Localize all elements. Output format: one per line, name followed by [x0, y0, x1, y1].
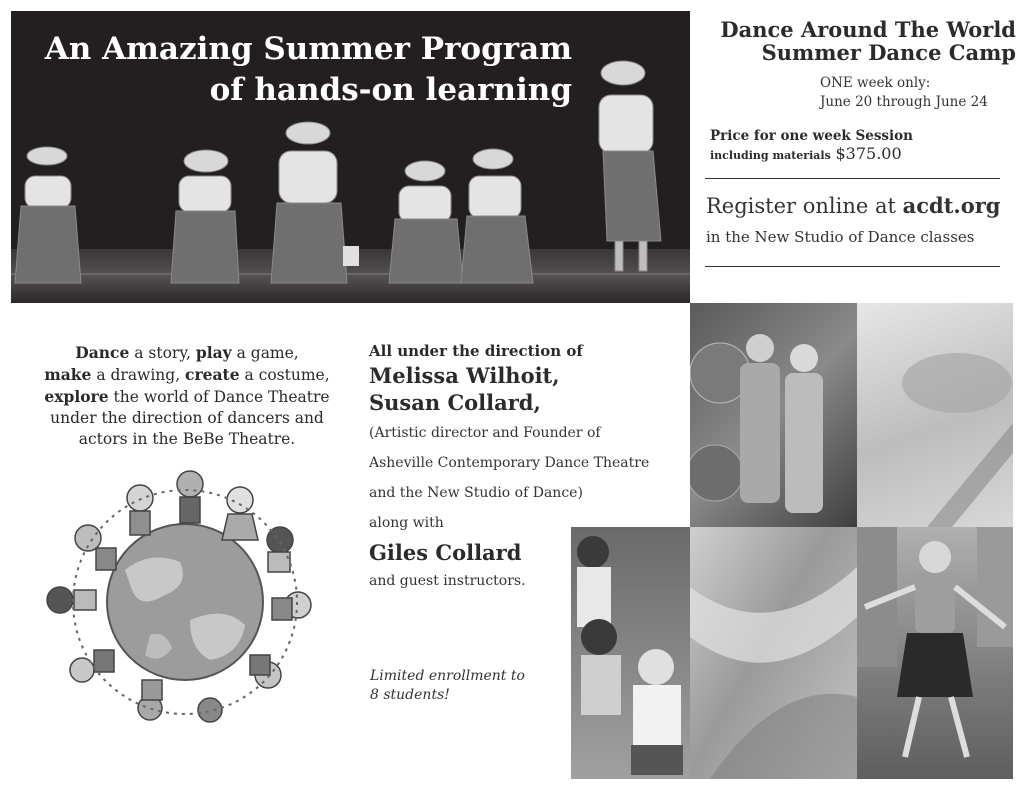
photo-costumed-dancers — [690, 303, 857, 527]
blurb-word-dance: Dance — [75, 343, 130, 362]
register-line — [706, 193, 1000, 218]
director-name-3: Giles Collard — [369, 540, 522, 565]
price-label: Price for one week Session — [710, 128, 913, 144]
direction-intro: All under the direction of — [369, 342, 583, 360]
limited-line-2: 8 students! — [370, 687, 450, 703]
director-name-2: Susan Collard, — [369, 390, 541, 415]
along-with: along with — [369, 515, 444, 531]
blurb-text: under the direction of dancers and — [50, 409, 324, 427]
blurb-word-play: play — [195, 343, 232, 362]
register-website-link[interactable]: acdt.org — [902, 193, 1001, 218]
camp-title-line-1: Dance Around The World — [720, 17, 1016, 42]
dates-line-1: ONE week only: — [820, 75, 931, 91]
photo-hand-fabric — [857, 303, 1013, 527]
globe-children-illustration — [40, 470, 330, 730]
register-prefix: Register online at — [706, 194, 903, 218]
photo-children-posing — [571, 527, 690, 779]
blurb-word-explore: explore — [44, 387, 109, 406]
divider-bottom — [705, 266, 1000, 267]
blurb-word-make: make — [44, 365, 92, 384]
camp-title — [700, 18, 1016, 64]
hero-title-line-1: An Amazing Summer Program — [44, 31, 572, 67]
limited-enrollment — [370, 667, 525, 705]
photo-girl-dancing-street — [857, 527, 1013, 779]
price-amount: $375.00 — [835, 144, 902, 163]
limited-line-1: Limited enrollment to — [370, 668, 525, 684]
camp-title-line-2: Summer Dance Camp — [761, 40, 1016, 65]
director-role-3: and the New Studio of Dance) — [369, 485, 583, 501]
director-name-1: Melissa Wilhoit, — [369, 363, 560, 388]
divider-top — [705, 178, 1000, 179]
camp-dates — [820, 74, 1016, 112]
blurb-text: a drawing, — [91, 366, 186, 384]
hero-title-line-2: of hands-on learning — [209, 72, 572, 108]
dates-line-2: June 20 through June 24 — [820, 94, 988, 110]
hero-title — [45, 29, 572, 111]
director-role-1: (Artistic director and Founder of — [369, 425, 601, 441]
blurb-word-create: create — [185, 365, 240, 384]
price-sub: including materials — [710, 149, 831, 162]
photo-draped-fabric — [690, 527, 857, 779]
camp-price — [710, 127, 1016, 165]
blurb-text: the world of Dance Theatre — [108, 388, 330, 406]
blurb-text: a game, — [231, 344, 299, 362]
blurb-text: a story, — [129, 344, 196, 362]
director-role-2: Asheville Contemporary Dance Theatre — [369, 455, 650, 471]
hero-photo — [11, 11, 690, 303]
register-sub: in the New Studio of Dance classes — [706, 228, 975, 246]
guest-instructors: and guest instructors. — [369, 573, 526, 589]
camp-info — [700, 18, 1016, 165]
blurb-text: a costume, — [239, 366, 330, 384]
blurb-text: actors in the BeBe Theatre. — [78, 430, 296, 448]
program-blurb — [22, 342, 352, 450]
